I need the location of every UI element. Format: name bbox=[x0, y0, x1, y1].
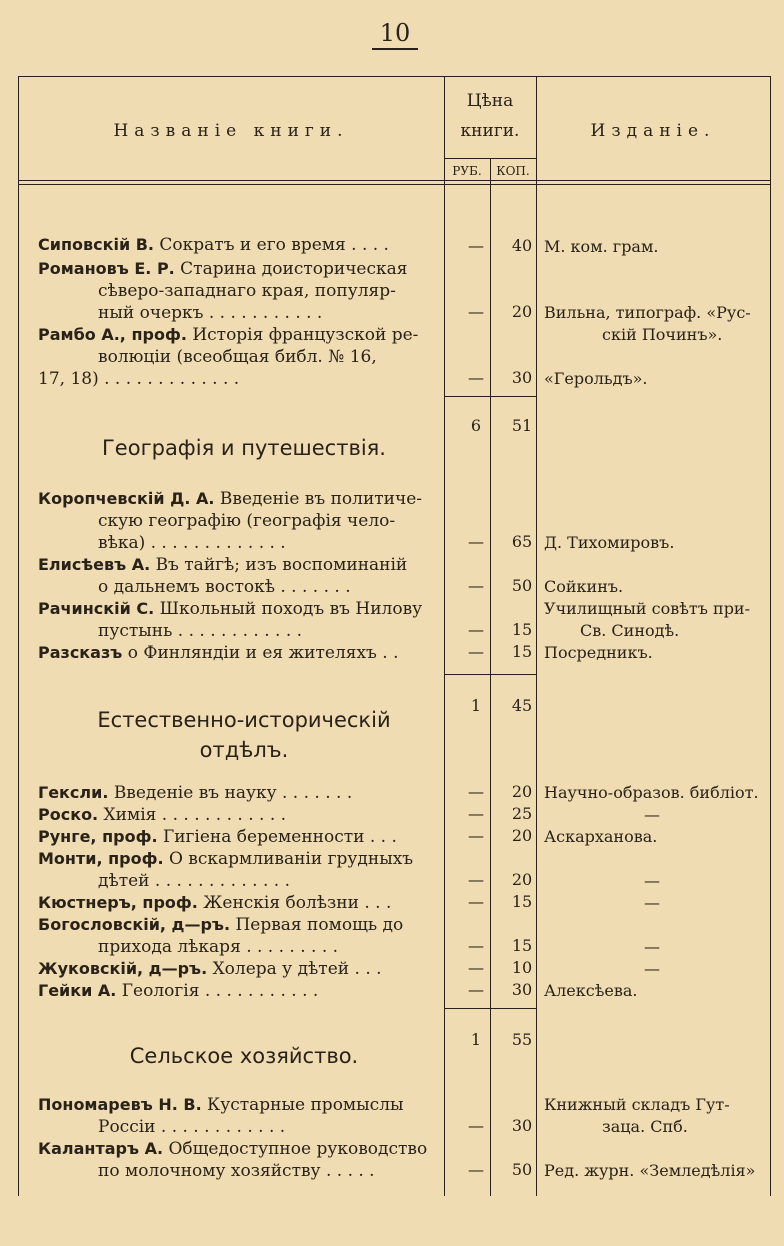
price-kop: 15 bbox=[511, 620, 533, 639]
catalog-table bbox=[18, 76, 770, 1196]
subtotal-rub: 6 bbox=[470, 416, 482, 435]
publisher: Сойкинъ. bbox=[544, 577, 624, 596]
price-kop: 65 bbox=[511, 532, 533, 551]
price-kop: 25 bbox=[511, 804, 533, 823]
entry-continuation: прихода лѣкаря . . . . . . . . . bbox=[98, 937, 339, 957]
list-item: Коропчевскій Д. А. Введеніе въ политиче- bbox=[38, 489, 423, 509]
publisher-cont: скій Починъ». bbox=[602, 325, 723, 344]
entry-continuation: ный очеркъ . . . . . . . . . . . bbox=[98, 303, 323, 323]
subtotal-kop: 55 bbox=[511, 1030, 533, 1049]
subtotal-kop: 45 bbox=[511, 696, 533, 715]
publisher: Д. Тихомировъ. bbox=[544, 533, 675, 552]
price-rub: — bbox=[468, 532, 484, 551]
price-kop: 20 bbox=[511, 302, 533, 321]
subtotal-rule bbox=[444, 1008, 536, 1009]
price-kop: 15 bbox=[511, 642, 533, 661]
price-rub: — bbox=[468, 980, 484, 999]
publisher: — bbox=[644, 871, 660, 890]
publisher: Посредникъ. bbox=[544, 643, 653, 662]
publisher: Аскарханова. bbox=[544, 827, 658, 846]
price-kop: 20 bbox=[511, 826, 533, 845]
price-rub: — bbox=[468, 1160, 484, 1179]
price-kop: 50 bbox=[511, 1160, 533, 1179]
subtotal-rule bbox=[444, 396, 536, 397]
publisher: Училищный совѣтъ при- bbox=[544, 599, 750, 618]
list-item: Кюстнеръ, проф. Женскія болѣзни . . . bbox=[38, 893, 392, 913]
price-rub: — bbox=[468, 870, 484, 889]
publisher: Научно-образов. библіот. bbox=[544, 783, 759, 802]
publisher: — bbox=[644, 893, 660, 912]
page-number: 10 bbox=[372, 18, 418, 50]
entry-continuation: 17, 18) . . . . . . . . . . . . . bbox=[38, 369, 240, 389]
entry-continuation: дѣтей . . . . . . . . . . . . . bbox=[98, 871, 291, 891]
list-item: Романовъ Е. Р. Старина доисторическая bbox=[38, 259, 408, 279]
publisher: — bbox=[644, 805, 660, 824]
column-header-title: Названіе книги. bbox=[113, 121, 349, 141]
list-item: Рунге, проф. Гигіена беременности . . . bbox=[38, 827, 397, 847]
list-item: Разсказъ о Финляндіи и ея жителяхъ . . bbox=[38, 643, 399, 663]
list-item: Роско. Химія . . . . . . . . . . . . bbox=[38, 805, 287, 825]
price-kop: 20 bbox=[511, 870, 533, 889]
publisher: Книжный складъ Гут- bbox=[544, 1095, 730, 1114]
list-item: Гексли. Введеніе въ науку . . . . . . . bbox=[38, 783, 353, 803]
subtotal-rule bbox=[444, 674, 536, 675]
publisher: — bbox=[644, 937, 660, 956]
price-rub: — bbox=[468, 804, 484, 823]
price-rub: — bbox=[468, 302, 484, 321]
list-item: Рамбо А., проф. Исторія французской ре- bbox=[38, 325, 419, 345]
subtotal-rub: 1 bbox=[470, 1030, 482, 1049]
list-item: Богословскій, д—ръ. Первая помощь до bbox=[38, 915, 404, 935]
table-top-rule bbox=[18, 76, 770, 77]
subtotal-kop: 51 bbox=[511, 416, 533, 435]
publisher: Вильна, типограф. «Рус- bbox=[544, 303, 751, 322]
column-header-price-2: книги. bbox=[460, 121, 520, 141]
publisher: — bbox=[644, 959, 660, 978]
publisher: «Герольдъ». bbox=[544, 369, 648, 388]
price-kop: 30 bbox=[511, 980, 533, 999]
price-rub: — bbox=[468, 576, 484, 595]
list-item: Гейки А. Геологія . . . . . . . . . . . bbox=[38, 981, 319, 1001]
price-rub: — bbox=[468, 236, 484, 255]
price-kop: 15 bbox=[511, 892, 533, 911]
publisher-cont: Св. Синодѣ. bbox=[580, 621, 680, 640]
price-rub: — bbox=[468, 782, 484, 801]
header-bottom-rule bbox=[18, 180, 770, 181]
publisher: Ред. журн. «Земледѣлія» bbox=[544, 1161, 756, 1180]
price-rub: — bbox=[468, 826, 484, 845]
entry-continuation: волюціи (всеобщая библ. № 16, bbox=[98, 347, 377, 367]
price-rub: — bbox=[468, 958, 484, 977]
list-item: Пономаревъ Н. В. Кустарные промыслы bbox=[38, 1095, 404, 1115]
entry-continuation: по молочному хозяйству . . . . . bbox=[98, 1161, 375, 1181]
price-kop: 30 bbox=[511, 368, 533, 387]
price-rub: — bbox=[468, 1116, 484, 1135]
header-double-rule bbox=[18, 184, 770, 185]
section-heading: Географія и путешествія. bbox=[102, 436, 386, 460]
section-heading: Естественно-историческій bbox=[97, 708, 391, 732]
price-kop: 15 bbox=[511, 936, 533, 955]
price-rub: — bbox=[468, 368, 484, 387]
column-header-price: Цѣна bbox=[466, 91, 514, 111]
list-item: Калантаръ А. Общедоступное руководство bbox=[38, 1139, 428, 1159]
list-item: Сиповскій В. Сократъ и его время . . . . bbox=[38, 235, 389, 255]
section-heading: Сельское хозяйство. bbox=[129, 1044, 359, 1068]
price-kop: 10 bbox=[511, 958, 533, 977]
price-rub: — bbox=[468, 936, 484, 955]
column-header-rub: РУБ. bbox=[452, 164, 482, 178]
entry-continuation: скую географію (географія чело- bbox=[98, 511, 396, 531]
entry-continuation: пустынь . . . . . . . . . . . . bbox=[98, 621, 303, 641]
price-kop: 50 bbox=[511, 576, 533, 595]
entry-continuation: Россіи . . . . . . . . . . . . bbox=[98, 1117, 286, 1137]
price-kop: 20 bbox=[511, 782, 533, 801]
column-header-kop: КОП. bbox=[496, 164, 530, 178]
list-item: Елисѣевъ А. Въ тайгѣ; изъ воспоминаній bbox=[38, 555, 408, 575]
price-kop: 40 bbox=[511, 236, 533, 255]
price-subheader-rule bbox=[444, 158, 536, 159]
price-rub: — bbox=[468, 642, 484, 661]
price-kop: 30 bbox=[511, 1116, 533, 1135]
list-item: Рачинскій С. Школьный походъ въ Нилову bbox=[38, 599, 423, 619]
entry-continuation: о дальнемъ востокѣ . . . . . . . bbox=[98, 577, 351, 597]
publisher: М. ком. грам. bbox=[544, 237, 659, 256]
publisher: Алексѣева. bbox=[544, 981, 638, 1000]
list-item: Жуковскій, д—ръ. Холера у дѣтей . . . bbox=[38, 959, 382, 979]
subtotal-rub: 1 bbox=[470, 696, 482, 715]
entry-continuation: вѣка) . . . . . . . . . . . . . bbox=[98, 533, 286, 553]
section-heading-cont: отдѣлъ. bbox=[199, 738, 289, 762]
list-item: Монти, проф. О вскармливаніи грудныхъ bbox=[38, 849, 414, 869]
price-rub: — bbox=[468, 620, 484, 639]
publisher-cont: заца. Спб. bbox=[602, 1117, 688, 1136]
column-header-edition: Изданіе. bbox=[590, 121, 716, 141]
table-left-rule bbox=[18, 76, 19, 1196]
entry-continuation: сѣверо-западнаго края, популяр- bbox=[98, 281, 396, 301]
price-rub: — bbox=[468, 892, 484, 911]
